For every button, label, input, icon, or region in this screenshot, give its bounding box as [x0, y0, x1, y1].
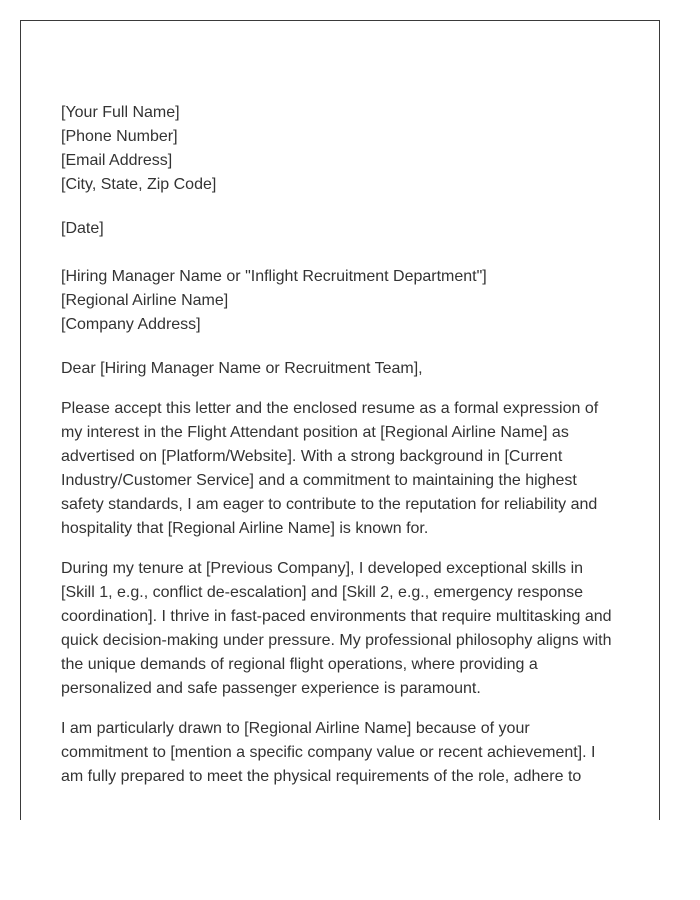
paragraph-text: Please accept this letter and the enclosed resume as a formal expression of my interest in the Flight Attendant position at [Regional Airline Name] as advertised on [Platform/Website]. With a strong background in [Current Industry/Customer Service] and a commitment to maintaining the highest safety standards, I am eager to contribute to the reputation for reliability and hospitality that [Regional Airline Name] is known for.: [61, 400, 599, 537]
sender-block: [61, 101, 621, 197]
recipient-name: [Hiring Manager Name or "Inflight Recruitment Department"]: [61, 268, 487, 285]
recipient-block: [61, 265, 621, 337]
letter-content: [61, 101, 621, 789]
sender-name: [Your Full Name]: [61, 104, 180, 121]
letter-date: [Date]: [61, 220, 104, 237]
body-paragraph-2: [61, 557, 621, 701]
body-paragraph-1: [61, 397, 621, 541]
sender-phone: [Phone Number]: [61, 128, 178, 145]
date-block: [61, 217, 621, 241]
paragraph-text: During my tenure at [Previous Company], I developed exceptional skills in [Skill 1, e.g., conflict de-escalation] and [Skill 2, e.g., emergency response coordination]. I thrive in fast-paced environments that require multitasking and quick decision-making under pressure. My professional philosophy aligns with the unique demands of regional flight operations, where providing a personalized and safe passenger experience is paramount.: [61, 560, 612, 697]
recipient-address: [Company Address]: [61, 316, 201, 333]
body-paragraph-3: [61, 717, 621, 789]
recipient-company: [Regional Airline Name]: [61, 292, 229, 309]
letter-page: [20, 20, 660, 820]
paragraph-text: I am particularly drawn to [Regional Airline Name] because of your commitment to [mention a specific company value or recent achievement]. I am fully prepared to meet the physical requirements of the role, adhere to: [61, 720, 596, 785]
sender-email: [Email Address]: [61, 152, 173, 169]
salutation: Dear [Hiring Manager Name or Recruitment Team],: [61, 360, 423, 377]
sender-location: [City, State, Zip Code]: [61, 176, 217, 193]
salutation-block: [61, 357, 621, 381]
